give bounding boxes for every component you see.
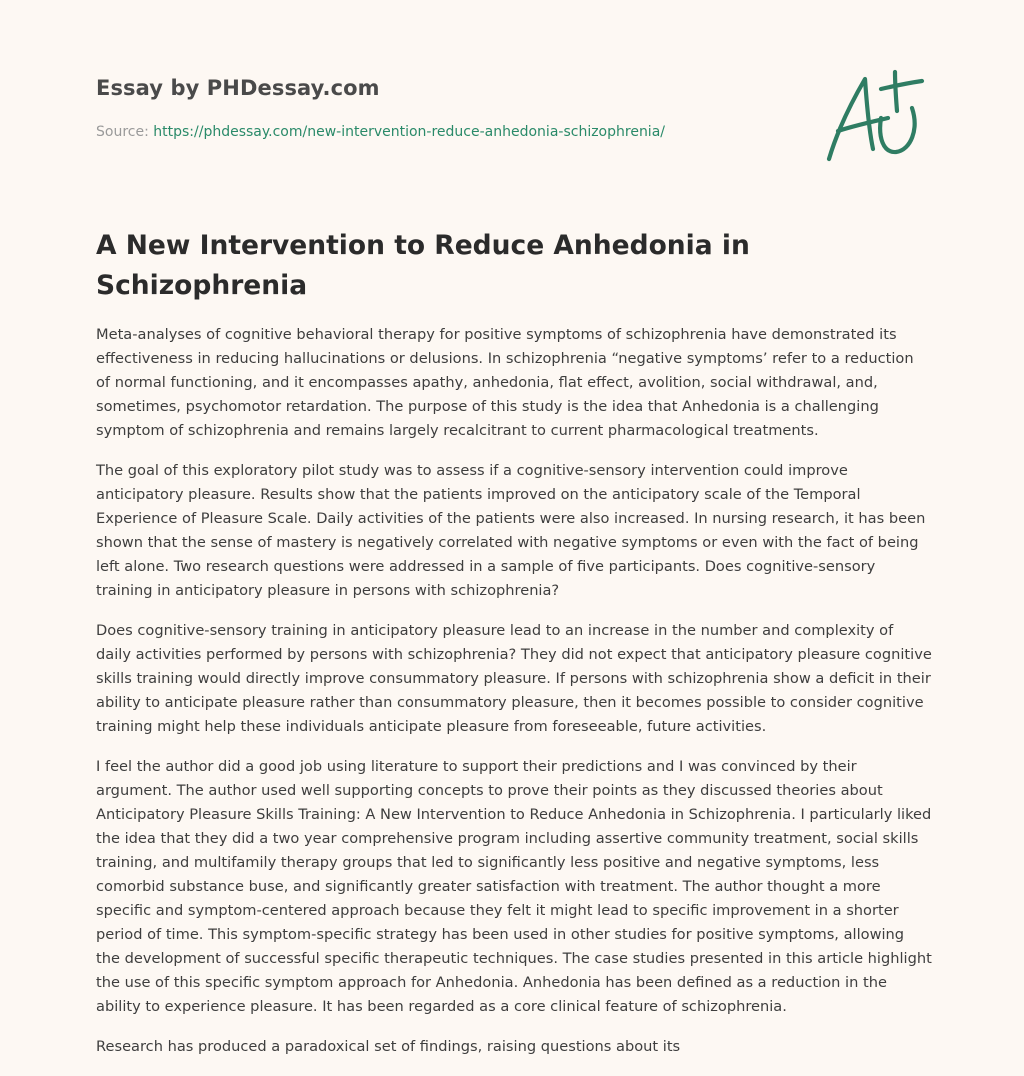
essay-paragraph: The goal of this exploratory pilot study was to assess if a cognitive-sensory intervention could improve anticipatory pleasure. Results show that the patients improved on the anticipatory scale of the Temporal Experience of Pleasure Scale. Daily activities of the patients were also increased. In nursing research, it has been shown that the sense of mastery is negatively correlated with negative symptoms or even with the fact of being left alone. Two research questions were addressed in a sample of five participants. Does cognitive-sensory training in anticipatory pleasure in persons with schizophrenia?	[96, 462, 926, 599]
logo-letter-a-stroke	[829, 79, 873, 159]
essay-body	[96, 323, 932, 1075]
source-line	[96, 124, 665, 140]
logo-plus-horizontal	[881, 81, 922, 89]
site-name: Essay by PHDessay.com	[96, 76, 380, 100]
source-label: Source:	[96, 124, 149, 140]
logo-swoosh	[880, 108, 914, 152]
essay-paragraph: Does cognitive-sensory training in anticipatory pleasure lead to an increase in the number and complexity of daily activities performed by persons with schizophrenia? They did not expect that anticipatory pleasure cognitive skills training would directly improve consummatory pleasure. If persons with schizophrenia show a deficit in their ability to anticipate pleasure rather than consummatory pleasure, then it becomes possible to consider cognitive training might help these individuals anticipate pleasure from foreseeable, future activities.	[96, 622, 932, 735]
a-plus-logo-icon	[818, 66, 930, 170]
essay-title: A New Intervention to Reduce Anhedonia in Schizophrenia	[96, 230, 750, 301]
source-link[interactable]: https://phdessay.com/new-intervention-reduce-anhedonia-schizophrenia/	[153, 124, 665, 140]
essay-paragraph: Research has produced a paradoxical set of findings, raising questions about its	[96, 1038, 681, 1055]
essay-paragraph: I feel the author did a good job using literature to support their predictions and I was convinced by their argument. The author used well supporting concepts to prove their points as they discussed theories about Anticipatory Pleasure Skills Training: A New Intervention to Reduce Anhedonia in Schizophrenia. I particularly liked the idea that they did a two year comprehensive program including assertive community treatment, social skills training, and multifamily therapy groups that led to significantly less positive and negative symptoms, less comorbid substance buse, and significantly greater satisfaction with treatment. The author thought a more specific and symptom-centered approach because they felt it might lead to specific improvement in a shorter period of time. This symptom-specific strategy has been used in other studies for positive symptoms, allowing the development of successful specific therapeutic techniques. The case studies presented in this article highlight the use of this specific symptom approach for Anhedonia. Anhedonia has been defined as a reduction in the ability to experience pleasure. It has been regarded as a core clinical feature of schizophrenia.	[96, 758, 932, 1015]
essay-paragraph: Meta-analyses of cognitive behavioral therapy for positive symptoms of schizophrenia have demonstrated its effectiveness in reducing hallucinations or delusions. In schizophrenia “negative symptoms’ refer to a reduction of normal functioning, and it encompasses apathy, anhedonia, flat effect, avolition, social withdrawal, and, sometimes, psychomotor retardation. The purpose of this study is the idea that Anhedonia is a challenging symptom of schizophrenia and remains largely recalcitrant to current pharmacological treatments.	[96, 326, 914, 439]
logo-plus-vertical	[895, 72, 897, 111]
